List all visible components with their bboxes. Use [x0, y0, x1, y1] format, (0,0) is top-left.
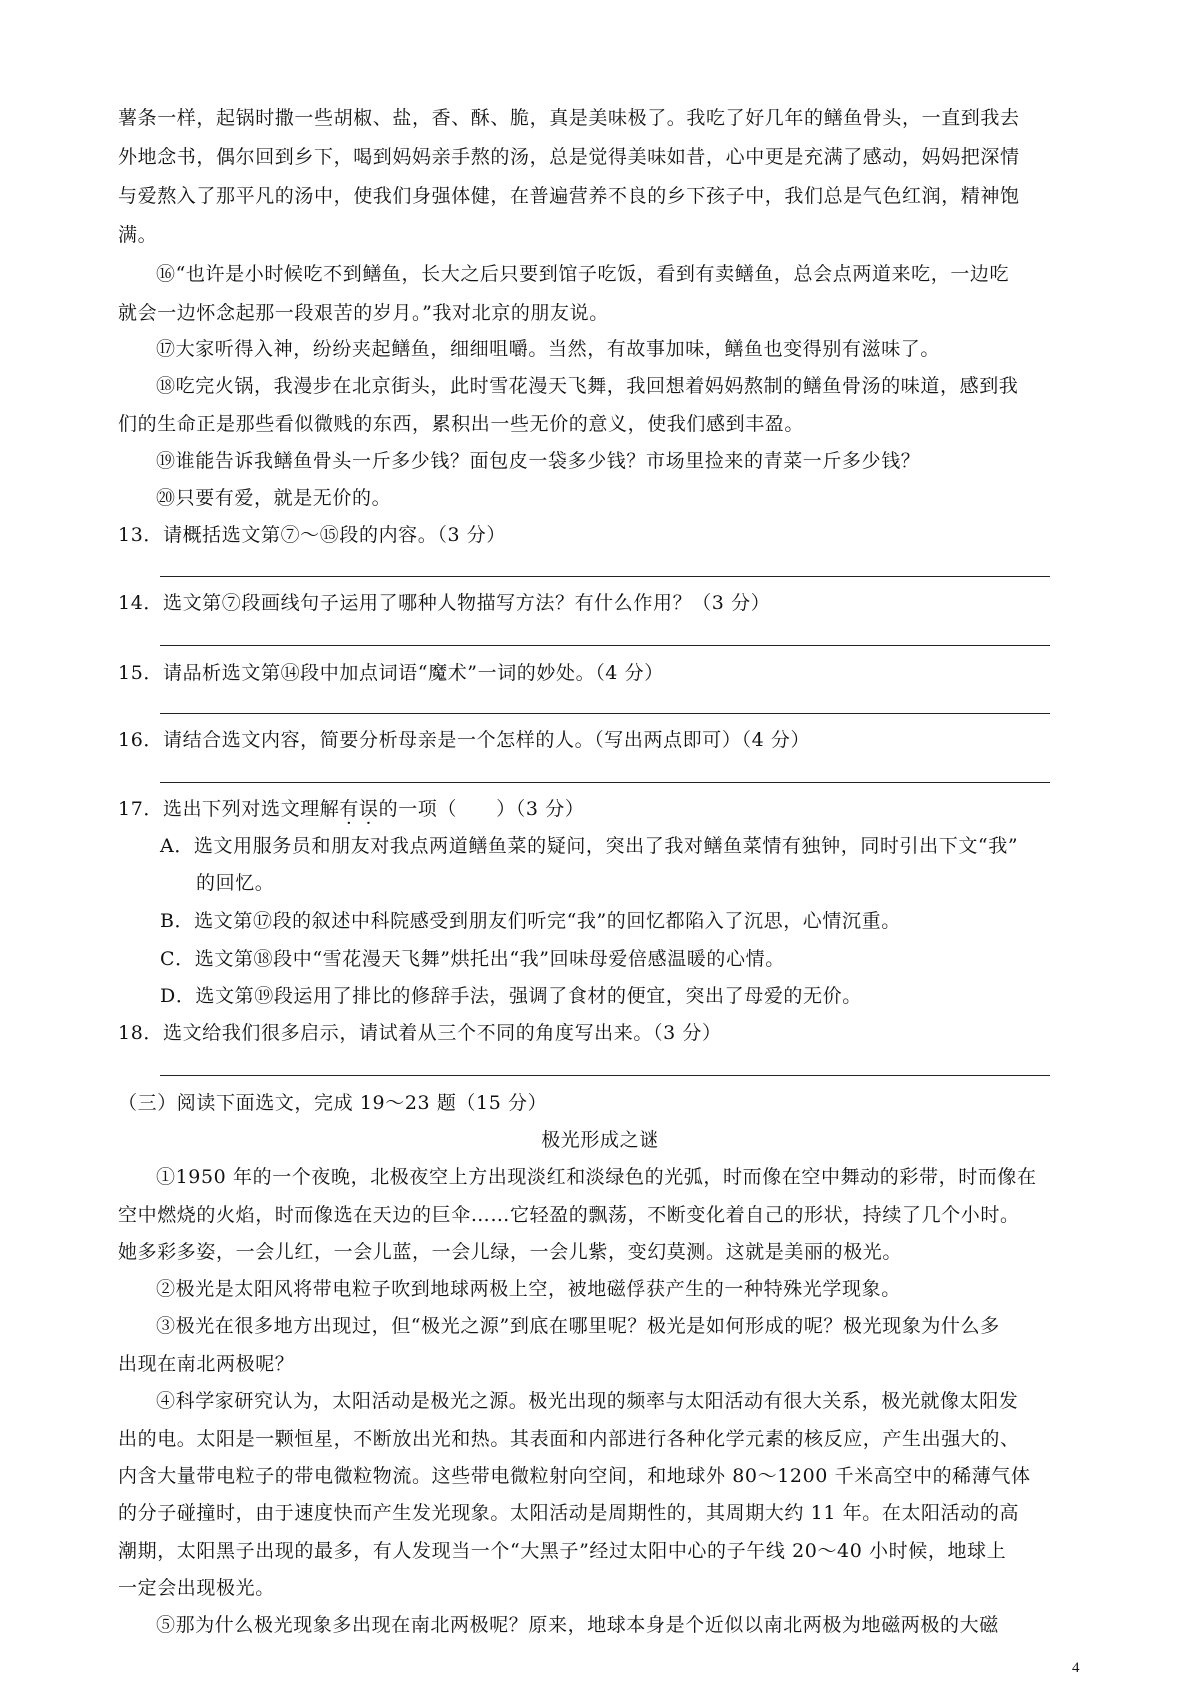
option-c: C．选文第⑱段中“雪花漫天飞舞”烘托出“我”回味母爱倍感温暖的心情。 [160, 948, 785, 970]
paragraph-18-line-2: 们的生命正是那些看似微贱的东西，累积出一些无价的意义，使我们感到丰盈。 [118, 413, 805, 435]
passage-title: 极光形成之谜 [541, 1129, 659, 1151]
section-3-heading: （三）阅读下面选文，完成 19～23 题（15 分） [118, 1092, 548, 1114]
paragraph-16-line-1: ⑯“也许是小时候吃不到鳝鱼，长大之后只要到馆子吃饭，看到有卖鳝鱼，总会点两道来吃，一边吃 [156, 263, 1010, 285]
article-paragraph-5: ⑤那为什么极光现象多出现在南北两极呢？原来，地球本身是个近似以南北两极为地磁两极的大磁 [156, 1614, 999, 1636]
page-number: 4 [1072, 1660, 1080, 1676]
paragraph-18-line-1: ⑱吃完火锅，我漫步在北京街头，此时雪花漫天飞舞，我回想着妈妈熬制的鳝鱼骨汤的味道，感到我 [156, 375, 1019, 397]
paragraph-15-line-2: 外地念书，偶尔回到乡下，喝到妈妈亲手熬的汤，总是觉得美味如昔，心中更是充满了感动，妈妈把深情 [118, 146, 1020, 168]
answer-line-14[interactable] [160, 645, 1050, 646]
option-a-line-2: 的回忆。 [196, 872, 275, 894]
article-paragraph-2: ②极光是太阳风将带电粒子吹到地球两极上空，被地磁俘获产生的一种特殊光学现象。 [156, 1278, 901, 1300]
question-14: 14．选文第⑦段画线句子运用了哪种人物描写方法？有什么作用？（3 分） [118, 592, 771, 614]
option-d: D．选文第⑲段运用了排比的修辞手法，强调了食材的便宜，突出了母爱的无价。 [160, 985, 862, 1007]
option-a-line-1: A．选文用服务员和朋友对我点两道鳝鱼菜的疑问，突出了我对鳝鱼菜情有独钟，同时引出下文“我” [160, 835, 1019, 857]
emphasis-dotted-char: 误 [359, 798, 379, 820]
article-paragraph-4-line-2: 出的电。太阳是一颗恒星，不断放出光和热。其表面和内部进行各种化学元素的核反应，产生出强大的、 [118, 1428, 1020, 1450]
question-15: 15．请品析选文第⑭段中加点词语“魔术”一词的妙处。（4 分） [118, 662, 664, 684]
question-13: 13．请概括选文第⑦～⑮段的内容。（3 分） [118, 524, 507, 546]
article-paragraph-1-line-3: 她多彩多姿，一会儿红，一会儿蓝，一会儿绿，一会儿紫，变幻莫测。这就是美丽的极光。 [118, 1241, 903, 1263]
paragraph-15-line-1: 薯条一样，起锅时撒一些胡椒、盐，香、酥、脆，真是美味极了。我吃了好几年的鳝鱼骨头，一直到我去 [118, 107, 1020, 129]
paragraph-19: ⑲谁能告诉我鳝鱼骨头一斤多少钱？面包皮一袋多少钱？市场里捡来的青菜一斤多少钱？ [156, 450, 921, 472]
paragraph-15-line-4: 满。 [118, 224, 158, 246]
answer-line-16[interactable] [160, 782, 1050, 783]
option-b: B．选文第⑰段的叙述中科院感受到朋友们听完“我”的回忆都陷入了沉思，心情沉重。 [160, 910, 901, 932]
question-16: 16．请结合选文内容，简要分析母亲是一个怎样的人。（写出两点即可）（4 分） [118, 729, 811, 751]
answer-line-18[interactable] [160, 1075, 1050, 1076]
paragraph-17: ⑰大家听得入神，纷纷夹起鳝鱼，细细咀嚼。当然，有故事加味，鳝鱼也变得别有滋味了。 [156, 338, 941, 360]
question-18: 18．选文给我们很多启示，请试着从三个不同的角度写出来。（3 分） [118, 1022, 722, 1044]
article-paragraph-4-line-5: 潮期，太阳黑子出现的最多，有人发现当一个“大黑子”经过太阳中心的子午线 20～40 小时候，地球上 [118, 1540, 1007, 1562]
question-17-prefix: 17．选出下列对选文理解 [118, 798, 340, 820]
emphasis-dotted-char: 有 [339, 798, 359, 820]
article-paragraph-4-line-3: 内含大量带电粒子的带电微粒物流。这些带电微粒射向空间，和地球外 80～1200 千米高空中的稀薄气体 [118, 1465, 1031, 1487]
paragraph-16-line-2: 就会一边怀念起那一段艰苦的岁月。”我对北京的朋友说。 [118, 302, 609, 324]
paragraph-20: ⑳只要有爱，就是无价的。 [156, 487, 392, 509]
paragraph-15-line-3: 与爱熬入了那平凡的汤中，使我们身强体健，在普遍营养不良的乡下孩子中，我们总是气色红润，精神饱 [118, 185, 1020, 207]
article-paragraph-1-line-2: 空中燃烧的火焰，时而像选在天边的巨伞……它轻盈的飘荡，不断变化着自己的形状，持续了几个小时。 [118, 1204, 1020, 1226]
question-17 [118, 797, 584, 821]
article-paragraph-3-line-1: ③极光在很多地方出现过，但“极光之源”到底在哪里呢？极光是如何形成的呢？极光现象为什么多 [156, 1315, 1000, 1337]
answer-line-15[interactable] [160, 713, 1050, 714]
article-paragraph-4-line-6: 一定会出现极光。 [118, 1577, 275, 1599]
answer-line-13[interactable] [160, 576, 1050, 577]
article-paragraph-4-line-4: 的分子碰撞时，由于速度快而产生发光现象。太阳活动是周期性的，其周期大约 11 年。在太阳活动的高 [118, 1502, 1020, 1524]
article-paragraph-1-line-1: ①1950 年的一个夜晚，北极夜空上方出现淡红和淡绿色的光弧，时而像在空中舞动的彩带，时而像在 [156, 1166, 1037, 1188]
article-paragraph-4-line-1: ④科学家研究认为，太阳活动是极光之源。极光出现的频率与太阳活动有很大关系，极光就像太阳发 [156, 1390, 1019, 1412]
question-17-suffix: 的一项（ ）（3 分） [378, 798, 585, 820]
article-paragraph-3-line-2: 出现在南北两极呢？ [118, 1353, 295, 1375]
